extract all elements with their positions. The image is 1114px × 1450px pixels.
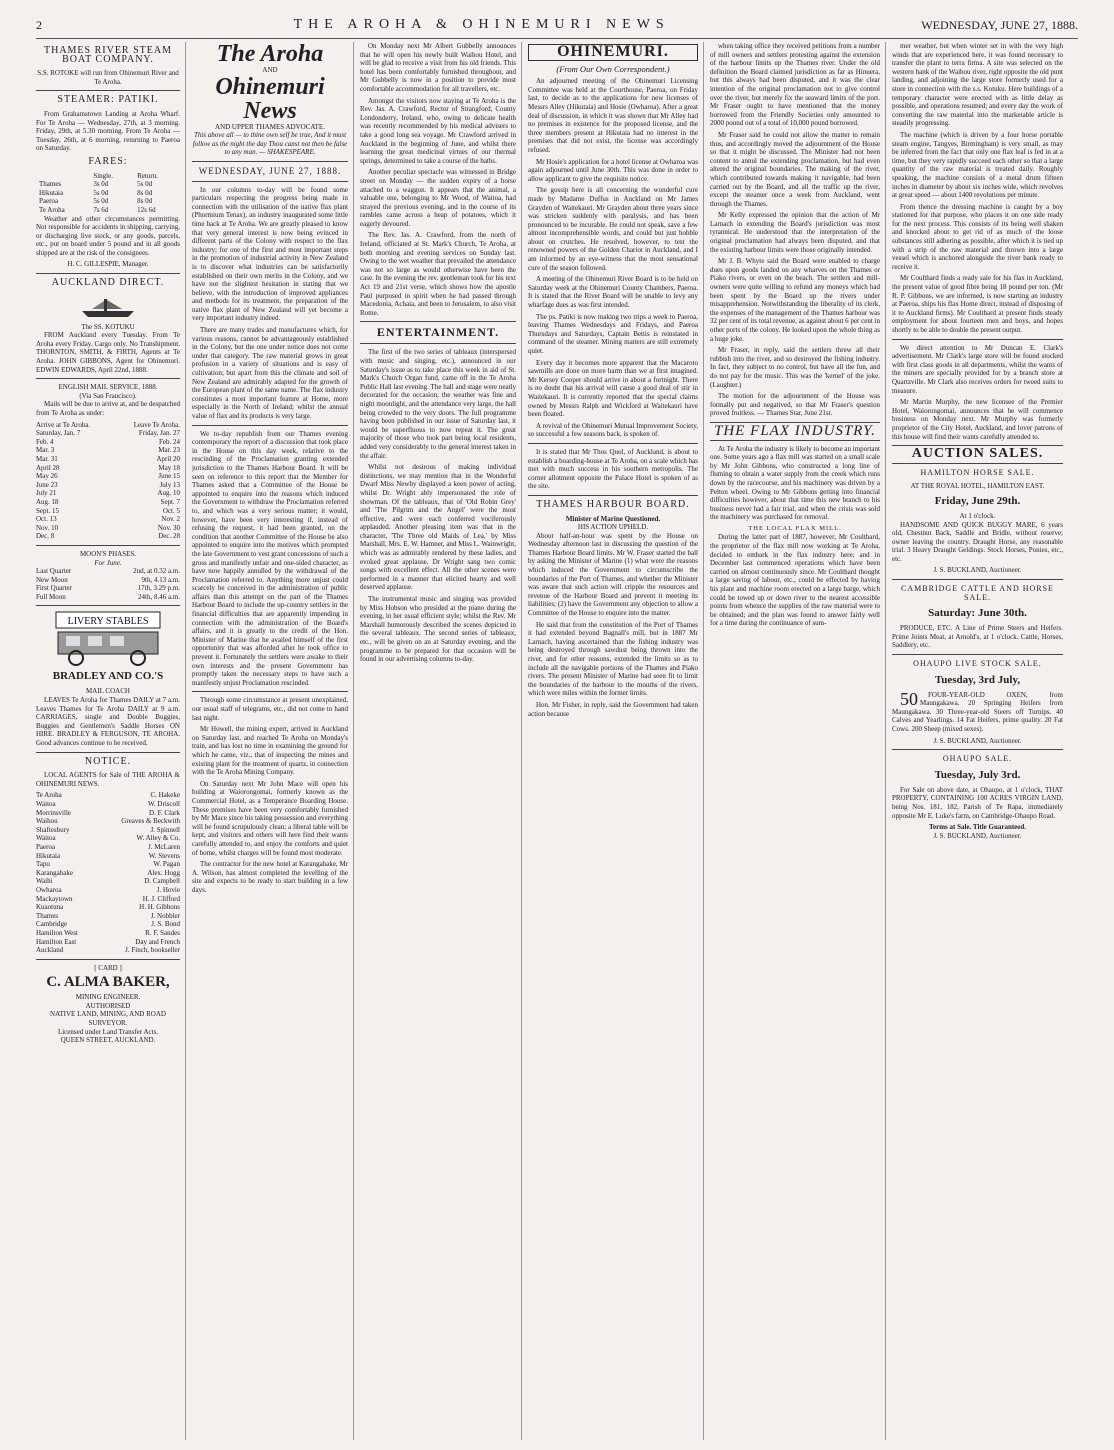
agent-row-cell: R. F. Sandes <box>145 928 180 937</box>
ohaupo-sale-terms: Terms at Sale. Title Guaranteed. <box>928 823 1027 832</box>
masthead-motto: This above all — to thine own self be true, And it must follow as the night the day Thou canst not then be false to any man. — SHAKESPEARE. <box>192 131 348 157</box>
mail-row-cell: Friday, Jan. 27 <box>138 429 180 438</box>
moon-row <box>36 584 180 593</box>
masthead-date: WEDNESDAY, JUNE 27, 1888. <box>198 165 342 176</box>
mail-row-cell: Nov. 30 <box>157 523 180 532</box>
fare-cell: 5s 0d <box>93 188 109 197</box>
agent-row-cell: D. F. Clark <box>149 808 180 817</box>
agent-row-cell: Shaftesbury <box>36 825 70 834</box>
column-6 <box>892 42 1068 1440</box>
baker-address: QUEEN STREET, AUCKLAND. <box>60 1036 156 1045</box>
mail-row-cell: June 15 <box>158 472 180 481</box>
baker-line: NATIVE LAND, MINING, AND ROAD SURVEYOR. <box>50 1010 166 1028</box>
mail-row-cell: July 13 <box>159 480 180 489</box>
hamilton-time: At 1 o'clock. <box>959 511 996 520</box>
mail-row-cell: June 23 <box>36 480 58 489</box>
news-p7: The contractor for the new hotel at Karangahake, Mr A. Wilson, has almost completed the levelling of the site and expects to be ready to start building in a few days. <box>192 860 348 894</box>
agent-row-cell: J. Hovie <box>156 885 180 894</box>
harbour-p10: He said that from the constitution of the Port of Thames it had extended beyond Bagnall's mill, but in 1887 Mr Larnach, having ascertained that the fishing industry was being destroyed through sawdust being thrown into the river, and for other reasons, extended the limits so as to include all the navigable portions of the Thames and Piako rivers. The present Minister of Marine had seen fit to limit the boundaries of the harbour to the mouths of the rivers, which were miles within the former limits. <box>528 620 698 698</box>
mail-row-cell: Nov. 10 <box>36 523 59 532</box>
agent-row-cell: Mackaytown <box>36 894 73 903</box>
agents-list <box>36 791 180 954</box>
agent-row <box>36 817 180 826</box>
agent-row-cell: W. Driscoll <box>147 800 180 808</box>
editorial-p1: In our columns to-day will be found some particulars respecting the progress being made in connection with the utilisation of the native flax plant (Phormium Tenax), an industry inaugurated some little time back at Te Aroha. We are greatly pleased to know that very general interest is now being evinced in different parts of the Colony with respect to the flax industry; for one of the first and most important steps in the promotion of industrial activity in New Zealand is to discover what industries can be satisfactorily established on their own merits in the Colony, and we have not the slightest hesitation in stating that we believe, with the introduction of improved appliances and methods for its treatment, the preparation of the native flax plant of New Zealand will yet become a very important industry indeed. <box>192 185 348 323</box>
fare-cell: 12s 6d <box>137 205 156 214</box>
agent-row <box>36 791 180 800</box>
flax-p3: From thence the dressing machine is caught by a boy stationed for that purpose, who places it on one side ready for the next process. This consists of its being well shaken and knocked about to get rid of as much of the loose substances still adhering as possible, after which it is tied up with a strip of the raw material and thrown into a large vessel which is anchored alongside the river bank ready to receive it. <box>892 202 1063 271</box>
fare-cell: Thames <box>39 180 62 189</box>
flax-p4: Mr Coulthard finds a ready sale for his flax in Auckland, the present value of good fibre being 18 pound per ton. (Mr R. P. Gibbons, we are informed, is now starting an industry at Paeroa, ships his flax Home direct, instead of disposing of it to Auckland firms). Mr Coulthard at present finds steady employment for about fourteen men and boys, and hopes shortly to be able to double the present output. <box>892 274 1063 334</box>
harbour-p4: Mr J. B. Whyte said the Board were enabled to charge dues upon goods landed on any wharves on the Thames or Piako rivers, or even on the beach. The settlers and mill-owners were quite willing to refund any moneys which had been spent by the Board up the rivers under misapprehension. Notwithstanding the liberality of its clerk, the expenses of the management of the Thames harbour was 32 per cent of its total revenue, as against about 6 per cent in other ports of the colony. He looked upon the whole thing as a huge joke. <box>710 257 880 343</box>
agent-row-cell: Thames <box>36 911 59 920</box>
baker-authorised: AUTHORISED <box>85 1001 131 1010</box>
steamer-label: STEAMER: PATIKI. <box>57 94 159 106</box>
fare-cell: 8s 0d <box>137 197 153 206</box>
manager: H. C. GILLESPIE, Manager. <box>67 260 149 269</box>
news-p4: Through some circumstance at present unexplained, our usual staff of telegrams, etc., did not come to hand last night. <box>192 696 348 722</box>
mail-title: ENGLISH MAIL SERVICE, 1888. <box>58 383 158 392</box>
agent-row-cell: W. Alley & Co. <box>136 834 180 843</box>
agent-row-cell: C. Hakeke <box>150 791 180 800</box>
mail-rows <box>36 429 180 541</box>
fare-cell: 8s 0d <box>137 188 153 197</box>
auctioneer-2: J. S. BUCKLAND, Auctioneer. <box>933 736 1022 745</box>
mail-row-cell: Feb. 4 <box>36 437 54 446</box>
mail-row <box>36 507 180 516</box>
ohinemuri-title: OHINEMURI. <box>528 44 698 61</box>
running-title: THE AROHA & OHINEMURI NEWS <box>293 17 670 32</box>
masthead-title-2: Ohinemuri News <box>215 73 325 124</box>
harbour-title: THAMES HARBOUR BOARD. <box>536 498 690 510</box>
entertainment-title: ENTERTAINMENT. <box>376 325 500 340</box>
ohinemuri-sub: (From Our Own Correspondent.) <box>556 63 670 74</box>
harbour-p3: Mr Kelly expressed the opinion that the action of Mr Larnach in extending the Board's jurisdiction was most tyrannical. He understood that the interpretation of the original proclamation had always been disputed, and that the existing harbour limits were those originally intended. <box>710 211 880 254</box>
notice-p6: Mr Martin Murphy, the new licensee of the Premier Hotel, Waiorongomai, announces that he will commence business on Monday next. Mr Murphy was formerly proprietor of the City Hotel, Auckland, and lover patrons of this house will find their wants carefully attended to. <box>892 398 1063 441</box>
mail-row-cell: April 20 <box>156 454 180 463</box>
ohinemuri-p6: Every day it becomes more apparent that the Macaroto sawmills are done on more harm than we at first imagined. Mr Kersey Cooper should arrive in about a fortnight. There is no doubt that his arrival will cause a good deal of stir in Waitekauri. It is currently reported that the special claims owned by Messrs Ralph and Wickford at Waitekauri have been floated. <box>528 358 698 419</box>
fares-header: Return. <box>137 171 158 180</box>
auckland-title: AUCKLAND DIRECT. <box>51 277 165 289</box>
moon-row-cell: 9th, 4.13 a.m. <box>141 575 180 584</box>
moon-row-cell: Last Quarter <box>36 567 72 576</box>
hamilton-date: Friday, June 29th. <box>934 494 1021 507</box>
agent-row <box>36 886 180 895</box>
agent-row-cell: J. Nobbler <box>150 911 180 920</box>
ohaupo-live-title: OHAUPO LIVE STOCK SALE. <box>913 659 1042 669</box>
agent-row-cell: Waitoa <box>36 800 56 808</box>
auctioneer-3: J. S. BUCKLAND, Auctioneer. <box>933 831 1022 840</box>
agent-row-cell: H. H. Gibbons <box>139 903 180 912</box>
agent-row <box>36 826 180 835</box>
fare-cell: Paeroa <box>39 197 59 206</box>
moon-row-cell: New Moon <box>36 575 68 584</box>
baker-name: C. ALMA BAKER, <box>46 974 170 991</box>
fares-table <box>36 172 180 215</box>
harbour-p5: Mr Fraser, in reply, said the settlers threw all their rubbish into the river, and so destroyed the fishing industry. In fact, they subject to no control, but have all the fun, and do not pay for the music. This was the 'kernel' of the joke. (Laughter.) <box>710 346 880 389</box>
notice-title: NOTICE. <box>84 755 132 767</box>
mail-header-row <box>36 421 180 430</box>
auction-title: AUCTION SALES. <box>911 446 1044 462</box>
steamer-body: From Grahamstown Landing at Aroha Wharf. For Te Aroha — Wednesday, 27th, at 3 morning. Friday, 29th, at 5.30 morning. From Te Aroha — Tuesday, 26th, at 6 morning, returning to Paeroa on Saturday. <box>36 109 180 153</box>
agent-row <box>36 920 180 929</box>
mail-row-cell: Aug. 10 <box>157 489 180 498</box>
flax-title: THE FLAX INDUSTRY. <box>714 422 876 439</box>
editorial-p2: There are many trades and manufactures which, for various reasons, cannot be advantageously established in the Colony, but the one under notice does not come under that category. The raw material grows in great profusion in a variety of situations and is easy of cultivation; but apart from this the climate and soil of New Zealand are admirably adapted for the growth of the European plant of the same name. The flax industry constitutes a most important feature at Home, more especially in the North of Ireland; whilst the annual value of flax and its products is very large. <box>192 326 348 420</box>
bradley-body: LEAVES Te Aroha for Thames DAILY at 7 a.m. Leaves Thames for Te Aroha DAILY at 9 a.m. CARRIAGES, single and Double Buggies, Buggies and Gentlemen's Saddle Horses ON HIRE. BRADLEY & FERGUSON, TE AROHA. Good advances continue to be received. <box>36 696 180 748</box>
masthead-and: AND <box>262 66 278 74</box>
agent-row-cell: W. Pagan <box>153 860 180 869</box>
flax-sub-local: THE LOCAL FLAX MILL. <box>748 524 842 532</box>
agent-row <box>36 946 180 955</box>
agent-row-cell: Paeroa <box>36 842 56 851</box>
moon-row-cell: First Quarter <box>36 584 72 593</box>
entertainment-p7: The instrumental music and singing was provided by Miss Hobson who presided at the piano during the evening, in her usual efficient style; whilst the Rev. Mr Marshall humorously described the scenes depicted in the several tableaux. The second series of tableaux, etc., will be given on an at Saturday evening, and the programme to be prepared for that occasion will be found in our advertising columns to-day. <box>360 595 516 664</box>
ohaupo-sale-title: OHAUPO SALE. <box>942 754 1013 764</box>
moon-row <box>36 576 180 585</box>
news-p2: Amongst the visitors now staying at Te Aroha is the Rev. Jas. A. Crawford, Rector of Strangford, County Londonderry, Ireland, who, owing to delicate health was recently recommended by his medical advisers to take a good long sea voyage. Mr Crawford arrived in Auckland in the beginning of June, and whilst there learning the great medicinal virtues of our thermal springs, determined to take a course of the baths. <box>360 96 516 165</box>
agent-row <box>36 800 180 809</box>
mail-row <box>36 489 180 498</box>
mail-row-cell: Saturday, Jan. 7 <box>36 429 81 438</box>
column-4 <box>528 42 704 1440</box>
moon-row-cell: 2nd, at 0.32 a.m. <box>133 567 180 576</box>
agent-row-cell: Alex. Hogg <box>147 868 180 877</box>
agent-row-cell: Cambridge <box>36 920 68 929</box>
ohinemuri-p1: An adjourned meeting of the Ohinemuri Licensing Committee was held at the Courthouse, Paeroa, on Friday last, to decide as to the applications for new licenses of Messrs Alley (Hikutaia) and Hosie (Owharoa). After a great deal of discussion, in which it was shown that Mr Alley had no premises in existence for the proposed license, and the three members present at Hikutaia had no interest in the premises that did not exist, the license was accordingly refused. <box>528 77 698 154</box>
auctioneer-1: J. S. BUCKLAND, Auctioneer. <box>933 566 1022 575</box>
column-5 <box>710 42 886 1440</box>
editorial-p3: We to-day republish from our Thames evening contemporary the report of a discussion that took place in the House on this day week, relative to the rescinding of the Proclamation granting extended jurisdiction to the Thames Harbour Board. It will be seen on reference to this report that the Member for Thames asked that a Committee of the House be appointed to enquire into the reasons which induced the Government to withdraw the Proclamation referred to, and which was a very serious matter; it would, however, have been very interesting if, instead of refusing the request, it had been granted, on the condition that another Committee of the House be also appointed to enquire into the motives which prompted the late Government to vest grant concessions of such a gross and manifestly unfair and one-sided character, as have now happily annulled by the withdrawal of the Proclamation referred to. Anything more unjust could scarcely be conceived in the administration of public affairs than this attempt on the part of the Thames Harbour Board to include the up-country settlers in the financial difficulties that are apparently impending in connection with the administration of the Board's affairs, and it is greatly to the credit of the Hon. Minister of Marine that he availed himself of the first opportunity that was afforded after he took office to prevent it. Fortunately the settlers were awake to their own interests and the present Government has promptly taken the necessary steps to have such a manifestly unjust Proclamation rescinded. <box>192 429 348 687</box>
agent-row-cell: Waihi <box>36 877 53 886</box>
agent-row-cell: Hamilton West <box>36 928 78 937</box>
shipping-body: S.S. ROTOKE will run from Ohinemuri River and Te Aroha. <box>37 69 179 86</box>
shipping-title: THAMES RIVER STEAM BOAT COMPANY. <box>43 45 172 65</box>
fare-cell: 7s 6d <box>93 205 109 214</box>
mail-row <box>36 515 180 524</box>
agent-row-cell: J. Spinnell <box>150 825 180 834</box>
flax-p7: At Te Aroha the industry is likely to become an important one. Some years ago a flax mill was started on a small scale by Mr John Gibbons, who constructed a long line of fluming to obtain a water supply from the creek which runs down by the racecourse, and his machinery was driven by a Pelton wheel. Owing to Mr Gibbons getting into financial difficulties however, about that time this new branch to his business never had a fair trial, and when the crisis was sold the machinery was purchased for removal. <box>710 444 880 522</box>
agent-row-cell: Day and French <box>135 937 180 946</box>
cambridge-date: Saturday: June 30th. <box>928 607 1027 620</box>
ohinemuri-p3: The gossip here is all concerning the wonderful cure made by Madame Duffus in Auckland on Mr James Grayden of Waitekauri. Mr Grayden about three years since was stricken suddenly with paralysis, and has been pronounced to be incurable. He could not speak, save a few almost incomprehensible words, and could but just hobble about on crutches. He resolved, however, to test the renowned powers of the Golden Chariot in Auckland, and I am informed by an eye-witness that the most sensational cure of the season followed. <box>528 186 698 272</box>
agent-row-cell: J. McLaren <box>148 842 180 851</box>
mail-row <box>36 455 180 464</box>
issue-date: WEDNESDAY, JUNE 27, 1888. <box>921 17 1078 32</box>
mail-header: Leave Te Aroha. <box>133 420 180 429</box>
agent-row-cell: Hikutaia <box>36 851 61 860</box>
ohaupo-sale-body: For Sale on above date, at Ohaupo, at 1 o'clock, THAT PROPERTY, CONTAINING 100 ACRES VIRGIN LAND, being Nos. 181, 182, Parish of Te Rapa, immediately opposite Mr E. Luke's farm, on Cambridge-Ohaupo Road. <box>892 785 1063 820</box>
hamilton-body: HANDSOME AND QUICK BUGGY MARE, 6 years old, Chestnut Back, Saddle and Bridle, without reserve; owner leaving the country. Draught Horse, any reasonable trial. 3 Heavy Draught Geldings. Stock Horses, Ponies, etc., etc. <box>892 520 1063 563</box>
moon-row-cell: 24th, 8.46 a.m. <box>138 592 180 601</box>
harbour-sub-2: HIS ACTION UPHELD. <box>577 523 649 532</box>
mail-row-cell: Mar. 3 <box>36 446 55 455</box>
moon-row-cell: 17th, 3.29 p.m. <box>137 584 180 593</box>
mail-row <box>36 446 180 455</box>
ohinemuri-p7: A revival of the Ohinemuri Mutual Improvement Society, so successful a few seasons back, is spoken of. <box>528 421 698 439</box>
livery-sign-text: LIVERY STABLES <box>67 616 149 628</box>
mail-row-cell: Feb. 24 <box>159 437 180 446</box>
agent-row-cell: H. J. Clifford <box>142 894 180 903</box>
page-number: 2 <box>36 17 42 32</box>
ohaupo-sale-date: Tuesday, July 3rd. <box>934 768 1021 781</box>
agent-row-cell: Tapu <box>36 860 50 869</box>
moon-sub: For June. <box>94 558 122 567</box>
agent-row-cell: Waitoa <box>36 834 56 843</box>
agent-row <box>36 929 180 938</box>
mail-row-cell: Dec. 28 <box>158 532 180 541</box>
mail-row <box>36 472 180 481</box>
mail-row-cell: May 18 <box>158 463 180 472</box>
fares-note: Weather and other circumstances permitting. Not responsible for accidents in shipping, carrying, or discharging live stock, or any goods, parcels, etc., put on board under 5 pound and in all goods shipped are at the risk of the consignees. <box>36 214 180 257</box>
moon-row-cell: Full Moon <box>36 592 66 601</box>
flax-p1: mer weather, but when winter set in with the very high winds that are experienced here, it was found necessary to transfer the plant to terra firma. A site was selected on the western bank of the Waihou river, right opposite the old punt landing, and adjoining the large store formerly used for a store in connection with the s.s. Kotuku. Here buildings of a temporary character were erected with as little delay as possible, and operations resumed; and every day the work of converting the raw material into the marketable article is steadily progressing. <box>892 42 1063 128</box>
baker-body: Licensed under Land Transfer Acts. <box>57 1027 159 1036</box>
agent-row-cell: Waihou <box>36 817 58 826</box>
ohaupo-live-number: 50 <box>900 688 918 709</box>
agent-row-cell: Kuaotuna <box>36 903 64 912</box>
mail-row-cell: Oct. 5 <box>162 506 180 515</box>
mail-row <box>36 464 180 473</box>
moon-row <box>36 593 180 602</box>
mail-row-cell: Dec. 8 <box>36 532 55 541</box>
agent-row-cell: W. Stevens <box>148 851 180 860</box>
mail-body: Mails will be due to arrive at, and be despatched from Te Aroha as under: <box>36 400 180 417</box>
mail-row <box>36 524 180 533</box>
mail-row-cell: May 26 <box>36 472 58 481</box>
mail-row-cell: Aug. 18 <box>36 497 59 506</box>
cambridge-title: CAMBRIDGE CATTLE AND HORSE SALE. <box>901 584 1054 602</box>
agent-row <box>36 834 180 843</box>
mail-row-cell: Mar. 23 <box>158 446 180 455</box>
mail-row <box>36 438 180 447</box>
agent-row <box>36 895 180 904</box>
bradley-title: BRADLEY AND CO.'S <box>52 670 164 683</box>
harbour-p6: The motion for the adjournment of the House was formally put and negatived, so that Mr Fraser's question proved fruitless. — Thames Star, June 21st. <box>710 392 880 418</box>
fare-cell: 5s 0d <box>93 197 109 206</box>
fares-header <box>36 172 90 181</box>
agent-row <box>36 869 180 878</box>
harbour-p2: Mr Fraser said he could not allow the matter to remain thus, and accordingly moved the adjournment of the House so that it might be discussed. The Minister had not been content to annul the extending proclamation, but had even altered the original boundaries. The making of the river, which contributed towards making it navigable, had been carried out by the Board, and all the traffic up the river, except the steamer once a week from Auckland, went through the Thames. <box>710 130 880 208</box>
coach-illustration <box>36 610 180 666</box>
news-p1: On Monday next Mr Albert Gubbelly announces that he will open his newly built Waihou Hotel, and will be glad to receive a visit from his old friends. This hotel has been comfortably furnished throughout, and Mr Gubbelly is now in a position to provide most comfortable accommodation for all travellers, etc. <box>360 42 516 93</box>
auckland-body: FROM Auckland every Tuesday. From Te Aroha every Friday. Cargo only. No Transhipment. THORNTON, SMITH, & FIRTH, Agents at Te Aroha. JOHN GIBBONS, Agent for Ohinemuri. EDWIN EDWARDS, April 22nd, 1888. <box>36 331 180 374</box>
masthead-title-1: The Aroha <box>216 42 324 67</box>
entertainment-p5: The first of the two series of tableaux (interspersed with music and singing, etc.), announced in our Saturday's issue as to take place this week in aid of St. Mark's Church Organ fund, came off in the Te Aroha Public Hall last evening. The hall and stage were neatly decorated for the occasion, the weather was fine and night moonlight, and the attendance very large, the hall being crowded to the very doors. The full programme having been published in our issue of Saturday last, it would be superfluous to now repeat it. The great majority of those who took part being local residents, added very considerably to the general interest taken in the affair. <box>360 348 516 460</box>
mail-row-cell: Oct. 13 <box>36 515 57 524</box>
moon-title: MOON'S PHASES. <box>79 549 137 558</box>
mail-row <box>36 481 180 490</box>
flax-p2: The machine (which is driven by a four horse portable steam engine, Tangyes, Birmingham) is very small, as may be inferred from the fact that only one flax leaf is fed in at a time, but they very rapidly succeed each other so that a large quantity of the raw material is treated daily. Roughly speaking, the machine consists of a metal drum fifteen inches in diameter by about six inches wide, which revolves at great speed — about 1400 revolutions per minute. <box>892 130 1063 200</box>
column-2 <box>192 42 354 1440</box>
mail-row <box>36 532 180 541</box>
mail-row-cell: Sept. 7 <box>160 497 180 506</box>
mail-header: Arrive at Te Aroha. <box>36 420 91 429</box>
fare-cell: Te Aroha <box>39 205 65 214</box>
agent-row <box>36 852 180 861</box>
entertainment-p6: Whilst not desirous of making individual distinctions, we may mention that in the Wonderful Dwarf Miss Newby displayed a keen power of acting, whilst Dr. Wright ably impersonated the role of showman. Of the tableaux, that of 'Old Robin Grey' and 'The Pilgrim and the Angel' were the most effective, and were each conferred vociferously applauded. Another pleasing item was that in the character, 'The Three old Maids of Lea,' by Miss Marshall, Mrs. E. W. Hamner, and Miss L. Wainwright, which was as admirably rendered by these ladies, and evoked great applause. Dr Wright sang two comic songs with excellent effect. All the other scenes were performed in a manner that elicited hearty and well deserved applause. <box>360 463 516 592</box>
agent-row <box>36 860 180 869</box>
agent-row-cell: Morrinsville <box>36 808 71 817</box>
agent-row-cell: J. Finch, bookseller <box>125 946 180 955</box>
fares-title: FARES: <box>88 155 128 167</box>
column-3 <box>360 42 522 1440</box>
mail-sub: (Via San Francisco). <box>79 391 137 400</box>
agent-row <box>36 912 180 921</box>
harbour-p1: when taking office they received petitions from a number of mill owners and settlers protesting against the extension of the harbour limits up the Thames river. Under the old definition the Board claimed jurisdiction as far as Hinuera, but this always had been disputed, and it was the clear intention of the original proclamation not to give control over the river, but merely fix the seaward limits of the port. Mr Fraser ought to have mentioned that the money borrowed from the Friendly Societies only amounted to 2000 pound out of a total of 10,000 pound borrowed. <box>710 42 880 128</box>
moon-row <box>36 567 180 576</box>
mail-row <box>36 429 180 438</box>
card-title: [ CARD ] <box>94 963 122 972</box>
hamilton-title: HAMILTON HORSE SALE. <box>920 467 1035 477</box>
agent-row-cell: Te Aroha <box>36 791 62 800</box>
masthead-sub: AND UPPER THAMES ADVOCATE. <box>215 122 325 131</box>
fares-header: Single. <box>93 171 113 180</box>
news-p6: On Saturday next Mr John Mace will open his building at Waiorongomai, formerly known as the Commercial Hotel, as a Temperance Boarding House. These premises have been very comfortably furnished by Mr Mace since his taking possession and everything will be found scrupulously clean; a liberal table will be kept, and visitors and others will here find their wants carefully attended to, and enjoy the comforts and quiet of home, whilst charges will be found most moderate. <box>192 779 348 857</box>
agent-row <box>36 843 180 852</box>
fare-cell: 3s 0d <box>93 180 109 189</box>
page-header <box>36 12 1078 39</box>
agent-row-cell: Hamilton East <box>36 937 77 946</box>
notice-p5: We direct attention to Mr Duncan E. Clark's advertisement. Mr Clark's large store will be found stocked with first class goods in all departments, whilst the wants of the miners are specially provided for by a branch store at Quartzville. Mr Clark also receives orders for tweed suits to measure. <box>892 343 1063 395</box>
agent-row <box>36 809 180 818</box>
ohinemuri-p5: The ps. Patiki is now making two trips a week to Paeroa, leaving Thames Wednesdays and Fridays, and Paeroa Thursdays and Saturdays, Captain Bettis is reinstated in command of the steamer. Mining matters are still extremely quiet. <box>528 312 698 355</box>
fare-cell: 5s 0d <box>137 180 153 189</box>
fare-cell: Hikutaia <box>39 188 64 197</box>
hamilton-venue: AT THE ROYAL HOTEL, HAMILTON EAST. <box>910 482 1045 491</box>
ohinemuri-p4: A meeting of the Ohinemuri River Board is to be held on Saturday week at the Ohinemuri County Chambers, Paeroa. It is stated that the River Board will be unable to levy any wharfage dues as was first intended. <box>528 275 698 310</box>
news-p4: The Rev. Jas. A. Crawford, from the north of Ireland, officiated at St. Mark's Church, Te Aroha, at both morning and evening services on Sunday last. Owing to the wet weather that prevailed the attendance was not so large as would otherwise have been the case. In the evening the rev. gentleman took for his text Act 19 and 21st verse, which shows how the apostle Paul purposed in spirit when he had passed through Macedonia, Achaia, and been to Jerusalem, to also visit Rome. <box>360 231 516 317</box>
moon-rows <box>36 567 180 601</box>
agent-row-cell: J. S. Bond <box>151 920 180 929</box>
harbour-sub: Minister of Marine Questioned. <box>565 514 661 523</box>
agent-row <box>36 877 180 886</box>
ohaupo-live-body: FOUR-YEAR-OLD OXEN, from Maungakawa. 20 Springing Heifers from Maungakawa. 30 Three-year-old Steers off Turnips. 40 Calves and Yearlings. 14 Fat Heifers, prime quality. 20 Fat Cows. 200 Sheep (mixed sexes). <box>892 690 1063 733</box>
agent-row-cell: Karangahake <box>36 868 73 877</box>
harbour-p9: About half-an-hour was spent by the House on Wednesday afternoon last in discussing the question of the Thames Harbour Board limits. Mr W. Fraser started the ball by asking the Minister of Marine (1) what were the reasons which induced the Government to circumscribe the boundaries of the Port of Thames, and whether the Minister was aware that such action will cripple the resources and revenue of the Harbour Board and prevent it meeting its liabilities; (2) have the Government any objection to allow a Committee of the House to enquire into the matter. <box>528 531 698 618</box>
ohinemuri-p8: It is stated that Mr Thos Quol, of Auckland, is about to establish a boarding-house at Te Aroha, on a scale which has met with much success in his southern metropolis. The corner allotment opposite the Palace Hotel is spoken of as the site. <box>528 447 698 491</box>
harbour-p11: Hon. Mr Fisher, in reply, said the Government had taken action because <box>528 700 698 718</box>
agent-row <box>36 903 180 912</box>
flax-p8: During the latter part of 1887, however, Mr Coulthard, the proprietor of the flax mill now working at Te Aroha, decided to embark in the flax industry here; and in December last commenced operations which have been carried on almost continuously since. Mr Coulthard thought a large saving of labour, etc., could be effected by having his plant and machine room erected on a large barge, which could be towed up or down river to the nearest accessible points from whence the supplies of the raw material were to be obtained; and the plan was found to answer fairly well for a time during the continuance of sum- <box>710 533 880 628</box>
ohinemuri-p2: Mr Hosie's application for a hotel license at Owharoa was again adjourned until June 30th. This was done in order to allow applicant to give the requisite notice. <box>528 157 699 183</box>
news-p3: Another peculiar spectacle was witnessed in Bridge street on Monday — the sudden expiry of a horse attached to a waggon. It appears that the animal, a valuable one, belonging to Mr Wood, of Waitoa, had strayed the previous evening, and in the course of its rambles came across a heap of potatoes, which it eagerly devoured. <box>360 168 516 228</box>
mail-row-cell: Sept. 15 <box>36 506 59 515</box>
baker-sub: MINING ENGINEER. <box>75 993 141 1002</box>
agent-row-cell: Greaves & Beckwith <box>121 817 180 826</box>
mail-row-cell: Nov. 2 <box>161 515 180 524</box>
column-1 <box>36 42 186 1440</box>
agent-row-cell: Owharoa <box>36 885 62 894</box>
cambridge-body: PRODUCE, ETC. A Line of Prime Steers and Heifers. Prime Joints Meat, at Arnold's, at 1 o'clock. Cattle, Horses, Saddlery, etc. <box>892 624 1063 650</box>
agent-row-cell: D. Campbell <box>144 877 180 886</box>
bradley-sub: MAIL COACH <box>86 687 130 696</box>
agents-intro: LOCAL AGENTS for Sale of THE AROHA & OHINEMURI NEWS. <box>36 771 180 788</box>
agent-row <box>36 938 180 947</box>
mail-row <box>36 498 180 507</box>
ship-icon <box>36 293 180 319</box>
ohaupo-live-date: Tuesday, 3rd July, <box>934 673 1021 686</box>
mail-row-cell: Mar. 31 <box>36 454 58 463</box>
auckland-ship: The SS. KOTUKU <box>81 322 135 331</box>
mail-row-cell: April 28 <box>36 463 60 472</box>
columns <box>36 42 1078 1440</box>
mail-row-cell: July 21 <box>36 489 57 498</box>
news-p5: Mr Howell, the mining expert, arrived in Auckland on Saturday last, and reached Te Aroha on Monday's train, and has lost no time in examining the ground for which he came, viz., that of inspecting the mines and existing plant for the treatment of quartz, in connection with the Te Aroha Mining Company. <box>192 725 348 777</box>
agent-row-cell: Auckland <box>36 946 64 955</box>
